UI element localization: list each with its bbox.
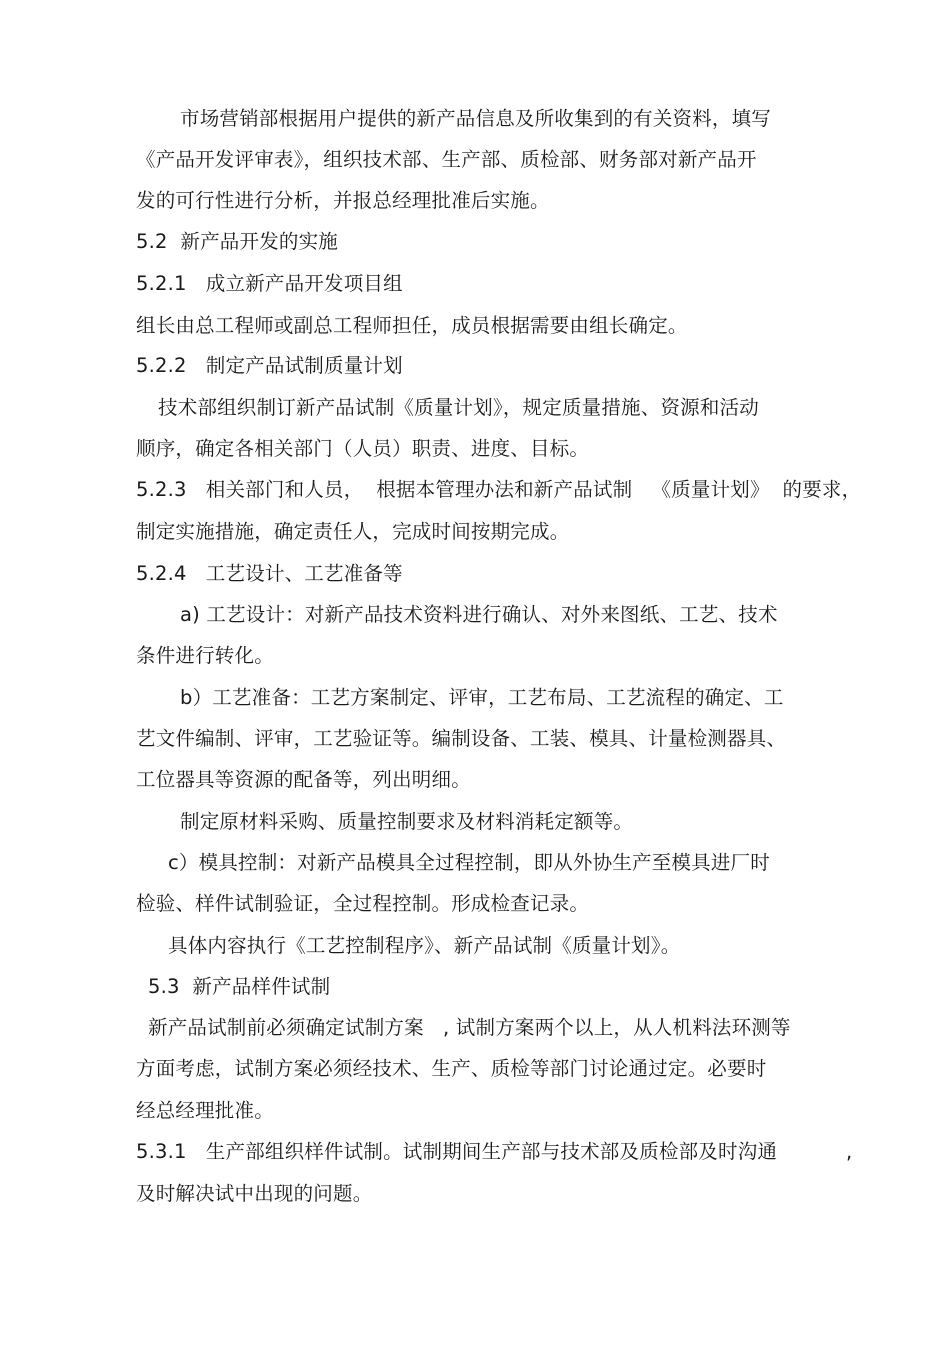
paragraph-line: 《产品开发评审表》，组织技术部、生产部、质检部、财务部对新产品开 xyxy=(136,148,757,171)
subsection-heading: 5.2.1 成立新产品开发项目组 xyxy=(136,272,403,295)
list-item-line: 条件进行转化。 xyxy=(136,644,274,667)
list-item-line: a) 工艺设计：对新产品技术资料进行确认、对外来图纸、工艺、技术 xyxy=(180,603,778,626)
paragraph-line: 新产品试制前必须确定试制方案 , 试制方案两个以上，从人机料法环测等 xyxy=(148,1016,791,1039)
paragraph-line: 方面考虑，试制方案必须经技术、生产、质检等部门讨论通过定。必要时 xyxy=(136,1057,767,1080)
list-item-line: c）模具控制：对新产品模具全过程控制，即从外协生产至模具进厂时 xyxy=(168,851,770,874)
paragraph-line: 顺序，确定各相关部门（人员）职责、进度、目标。 xyxy=(136,437,590,460)
paragraph-line: 制定实施措施，确定责任人，完成时间按期完成。 xyxy=(136,520,570,543)
paragraph-line: 组长由总工程师或副总工程师担任，成员根据需要由组长确定。 xyxy=(136,314,688,337)
list-item-line: 工位器具等资源的配备等，列出明细。 xyxy=(136,768,471,791)
paragraph-line: 经总经理批准。 xyxy=(136,1099,274,1122)
subsection-heading: 5.2.4 工艺设计、工艺准备等 xyxy=(136,562,403,585)
list-item-line: 检验、样件试制验证，全过程控制。形成检查记录。 xyxy=(136,892,590,915)
trailing-comma: , xyxy=(846,1140,853,1163)
list-item-line: 艺文件编制、评审，工艺验证等。编制设备、工装、模具、计量检测器具、 xyxy=(136,727,787,750)
paragraph-line: 制定原材料采购、质量控制要求及材料消耗定额等。 xyxy=(180,810,634,833)
section-heading: 5.2 新产品开发的实施 xyxy=(136,230,339,253)
list-item-line: b）工艺准备：工艺方案制定、评审，工艺布局、工艺流程的确定、工 xyxy=(180,686,784,709)
section-heading: 5.3 新产品样件试制 xyxy=(148,975,331,998)
subsection-heading: 5.3.1 生产部组织样件试制。试制期间生产部与技术部及质检部及时沟通 xyxy=(136,1140,778,1163)
paragraph-line: 技术部组织制订新产品试制《质量计划》，规定质量措施、资源和活动 xyxy=(158,396,759,419)
paragraph-line: 及时解决试中出现的问题。 xyxy=(136,1182,373,1205)
subsection-heading: 5.2.2 制定产品试制质量计划 xyxy=(136,354,403,377)
subsection-heading: 5.2.3 相关部门和人员， 根据本管理办法和新产品试制 《质量计划》 的要求， xyxy=(136,478,862,501)
paragraph-line: 市场营销部根据用户提供的新产品信息及所收集到的有关资料，填写 xyxy=(180,107,772,130)
paragraph-line: 具体内容执行《工艺控制程序》、新产品试制《质量计划》。 xyxy=(168,934,681,957)
paragraph-line: 发的可行性进行分析，并报总经理批准后实施。 xyxy=(136,189,550,212)
